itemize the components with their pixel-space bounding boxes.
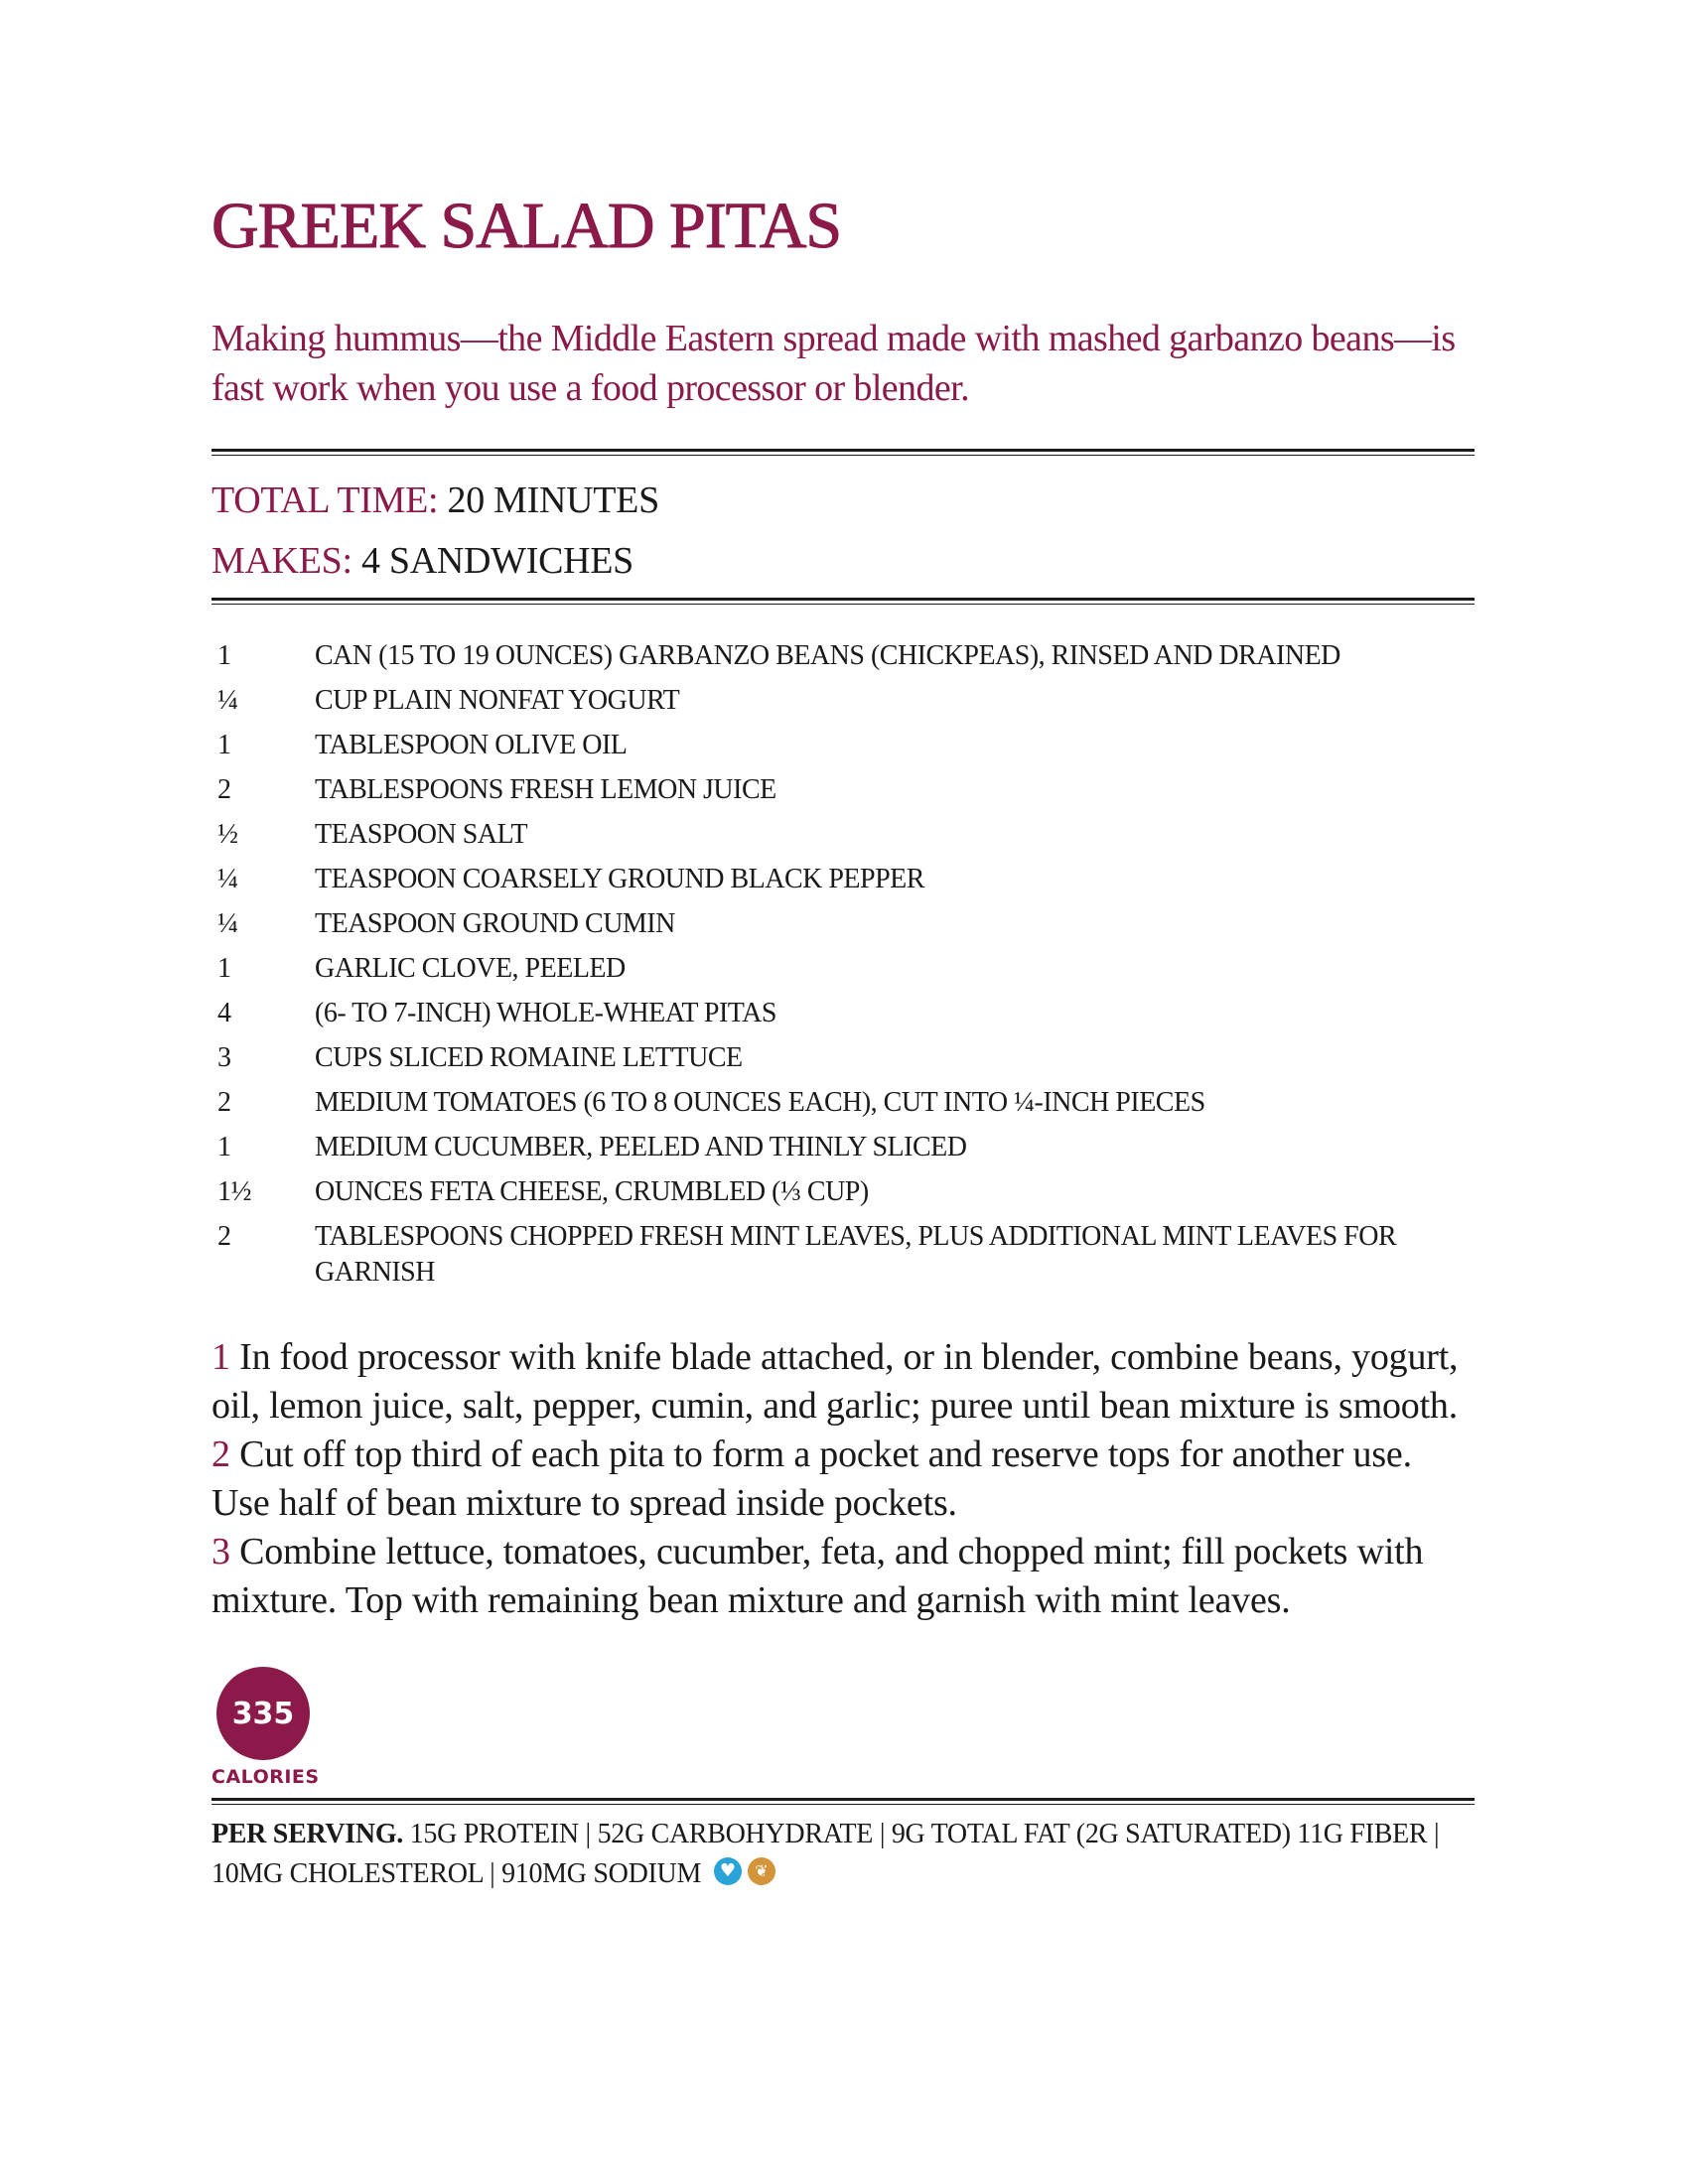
ingredient-name: TABLESPOON OLIVE OIL: [315, 730, 628, 760]
ingredient-item: [211, 1040, 1475, 1076]
ingredient-item: [211, 1085, 1475, 1121]
ingredient-name: CUPS SLICED ROMAINE LETTUCE: [315, 1042, 743, 1073]
step-text: In food processor with knife blade attached, or in blender, combine beans, yogurt, oil, lemon juice, salt, pepper, cumin, and garlic; puree until bean mixture is smooth.: [211, 1336, 1459, 1427]
ingredient-item: [211, 1219, 1475, 1291]
ingredient-item: [211, 1130, 1475, 1165]
ingredient-name: GARLIC CLOVE, PEELED: [315, 953, 626, 984]
step-text: Combine lettuce, tomatoes, cucumber, feta, and chopped mint; fill pockets with mixture. Top with remaining bean mixture and garnish with mint leaves.: [211, 1531, 1424, 1621]
ingredient-name: TABLESPOONS CHOPPED FRESH MINT LEAVES, PLUS ADDITIONAL MINT LEAVES FOR GARNISH: [315, 1221, 1397, 1288]
ingredient-item: [211, 683, 1475, 719]
calories-label: CALORIES: [211, 1766, 320, 1788]
nutrition-info: [211, 1815, 1475, 1894]
ingredient-qty: 4: [217, 998, 231, 1028]
ingredient-qty: ¼: [217, 864, 238, 894]
whole-grain-icon: [748, 1857, 775, 1885]
makes-value: 4 SANDWICHES: [352, 540, 633, 582]
ingredient-name: (6- TO 7-INCH) WHOLE-WHEAT PITAS: [315, 998, 776, 1028]
ingredient-qty: 2: [217, 1087, 231, 1118]
ingredient-item: [211, 906, 1475, 942]
divider: [211, 598, 1475, 605]
recipe-meta: [211, 456, 1475, 598]
calories-badge: [211, 1667, 320, 1788]
ingredient-qty: 1½: [217, 1176, 251, 1207]
makes: [211, 531, 1475, 592]
ingredient-qty: ½: [217, 819, 238, 850]
recipe-page: [211, 190, 1475, 1894]
direction-step: [211, 1431, 1475, 1528]
ingredient-name: TEASPOON COARSELY GROUND BLACK PEPPER: [315, 864, 924, 894]
step-number: 1: [211, 1336, 230, 1378]
ingredient-item: [211, 862, 1475, 897]
ingredient-list: [211, 638, 1475, 1291]
step-number: 2: [211, 1433, 230, 1475]
ingredient-item: [211, 817, 1475, 853]
ingredient-name: TEASPOON GROUND CUMIN: [315, 908, 675, 939]
ingredient-item: [211, 996, 1475, 1031]
divider: [211, 449, 1475, 456]
ingredient-qty: 2: [217, 774, 231, 805]
calories-value: 335: [216, 1667, 310, 1760]
ingredient-name: OUNCES FETA CHEESE, CRUMBLED (⅓ CUP): [315, 1176, 869, 1207]
ingredient-item: [211, 1174, 1475, 1210]
ingredient-qty: 1: [217, 1132, 231, 1162]
ingredient-qty: ¼: [217, 908, 238, 939]
ingredient-qty: 1: [217, 640, 231, 671]
ingredient-qty: 1: [217, 730, 231, 760]
ingredient-name: TEASPOON SALT: [315, 819, 528, 850]
makes-label: MAKES:: [211, 540, 352, 582]
direction-step: [211, 1333, 1475, 1431]
per-serving-label: PER SERVING.: [211, 1819, 404, 1849]
ingredient-qty: 2: [217, 1221, 231, 1252]
recipe-intro: Making hummus—the Middle Eastern spread made with mashed garbanzo beans—is fast work when you use a food processor or blender.: [211, 318, 1456, 409]
ingredient-item: [211, 772, 1475, 808]
ingredient-name: CUP PLAIN NONFAT YOGURT: [315, 685, 680, 716]
total-time-value: 20 MINUTES: [438, 479, 659, 521]
ingredient-qty: 3: [217, 1042, 231, 1073]
directions: [211, 1333, 1475, 1625]
ingredient-name: MEDIUM CUCUMBER, PEELED AND THINLY SLICED: [315, 1132, 967, 1162]
divider: [211, 1798, 1475, 1805]
ingredient-item: [211, 951, 1475, 987]
total-time-label: TOTAL TIME:: [211, 479, 439, 521]
step-number: 3: [211, 1531, 230, 1572]
nutrition-text: 15G PROTEIN | 52G CARBOHYDRATE | 9G TOTAL FAT (2G SATURATED) 11G FIBER | 10MG CHOLESTEROL | 910MG SODIUM: [211, 1819, 1440, 1889]
step-text: Cut off top third of each pita to form a pocket and reserve tops for another use. Use half of bean mixture to spread inside pockets.: [211, 1433, 1412, 1524]
direction-step: [211, 1528, 1475, 1625]
ingredient-qty: 1: [217, 953, 231, 984]
ingredient-item: [211, 728, 1475, 763]
ingredient-name: TABLESPOONS FRESH LEMON JUICE: [315, 774, 776, 805]
recipe-title: GREEK SALAD PITAS: [211, 190, 842, 262]
ingredient-name: MEDIUM TOMATOES (6 TO 8 OUNCES EACH), CUT INTO ¼-INCH PIECES: [315, 1087, 1205, 1118]
ingredient-item: [211, 638, 1475, 674]
total-time: [211, 471, 1475, 531]
ingredient-name: CAN (15 TO 19 OUNCES) GARBANZO BEANS (CHICKPEAS), RINSED AND DRAINED: [315, 640, 1340, 671]
ingredient-qty: ¼: [217, 685, 238, 716]
heart-healthy-icon: [714, 1857, 742, 1885]
